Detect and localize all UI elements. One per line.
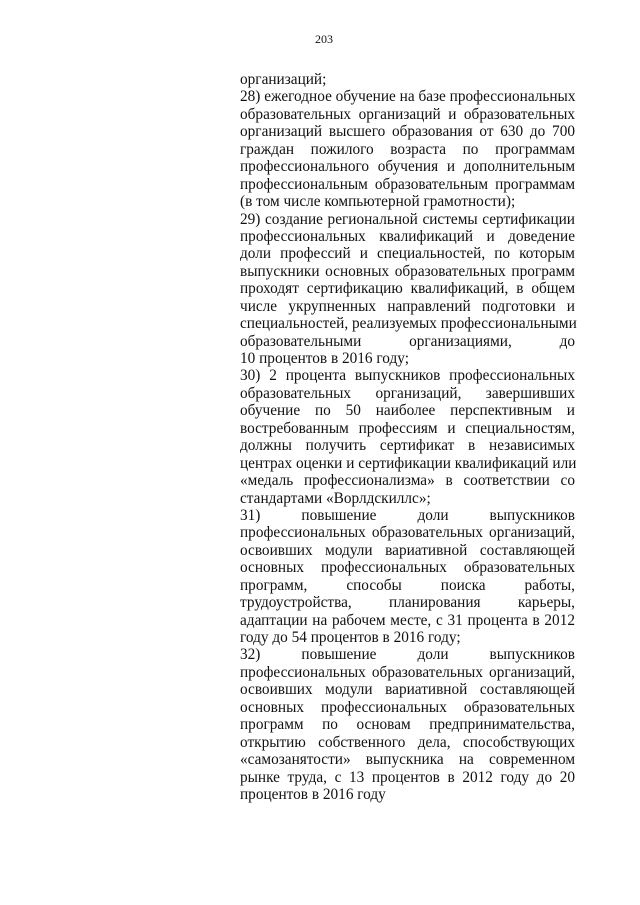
text-line: рынке труда, с 13 процентов в 2012 году до 20 xyxy=(240,768,575,786)
text-line: проходят сертификацию квалификаций, в общем xyxy=(240,280,575,298)
text-line: 31) повышение доли выпускников xyxy=(240,506,575,524)
text-line: граждан пожилого возраста по программам xyxy=(240,140,575,158)
text-line: организаций; xyxy=(240,71,327,88)
text-line: 29) создание региональной системы сертификации xyxy=(240,210,575,228)
text-line: 10 процентов в 2016 году; xyxy=(240,350,409,367)
text-line: образовательных организаций и образовательных xyxy=(240,105,575,123)
text-line: открытию собственного дела, способствующих xyxy=(240,733,575,751)
text-line: основных профессиональных образовательных xyxy=(240,698,575,716)
text-line: обучение по 50 наиболее перспективным и xyxy=(240,402,575,420)
text-line: освоивших модули вариативной составляющей xyxy=(240,681,575,699)
text-line: центрах оценки и сертификации квалификаций или xyxy=(240,454,577,472)
paragraph xyxy=(240,71,575,88)
text-line: выпускники основных образовательных программ xyxy=(240,262,575,280)
text-line: доли профессий и специальностей, по которым xyxy=(240,245,575,263)
text-line: году до 54 процентов в 2016 году; xyxy=(240,629,461,646)
text-line: (в том числе компьютерной грамотности); xyxy=(240,193,516,211)
text-line: 30) 2 процента выпускников профессиональных xyxy=(240,367,575,385)
text-line: образовательными организациями, до xyxy=(240,332,575,350)
paragraph xyxy=(240,646,575,803)
text-line: процентов в 2016 году xyxy=(240,785,386,803)
paragraph xyxy=(240,507,575,647)
text-line: «самозанятости» выпускника на современном xyxy=(240,751,575,769)
text-line: программ по основам предпринимательства, xyxy=(240,716,575,734)
document-body xyxy=(240,71,575,803)
text-line: востребованным профессиям и специальностям, xyxy=(240,419,575,437)
text-line: основных профессиональных образовательных xyxy=(240,559,575,577)
text-line: профессиональных образовательных организаций, xyxy=(240,663,575,681)
text-line: образовательных организаций, завершивших xyxy=(240,384,575,402)
paragraph xyxy=(240,88,575,210)
text-line: 28) ежегодное обучение на базе профессиональных xyxy=(240,88,576,106)
text-line: числе укрупненных направлений подготовки и xyxy=(240,297,575,315)
text-line: профессиональных образовательных организаций, xyxy=(240,524,575,542)
text-line: программ, способы поиска работы, xyxy=(240,576,575,594)
text-line: специальностей, реализуемых профессиональными xyxy=(240,315,577,333)
paragraph xyxy=(240,211,575,368)
text-line: освоивших модули вариативной составляющей xyxy=(240,541,575,559)
text-line: «медаль профессионализма» в соответствии со xyxy=(240,472,575,490)
page-number: 203 xyxy=(315,32,333,46)
text-line: профессиональным образовательным программам xyxy=(240,175,575,193)
text-line: трудоустройства, планирования карьеры, xyxy=(240,594,575,612)
text-line: профессиональных квалификаций и доведение xyxy=(240,227,575,245)
text-line: организаций высшего образования от 630 до 700 xyxy=(240,123,575,141)
text-line: профессионального обучения и дополнительным xyxy=(240,158,575,176)
text-line: должны получить сертификат в независимых xyxy=(240,437,575,455)
text-line: стандартами «Ворлдскиллс»; xyxy=(240,489,431,507)
text-line: адаптации на рабочем месте, с 31 процента в 2012 xyxy=(240,611,575,629)
text-line: 32) повышение доли выпускников xyxy=(240,646,575,664)
paragraph xyxy=(240,367,575,507)
